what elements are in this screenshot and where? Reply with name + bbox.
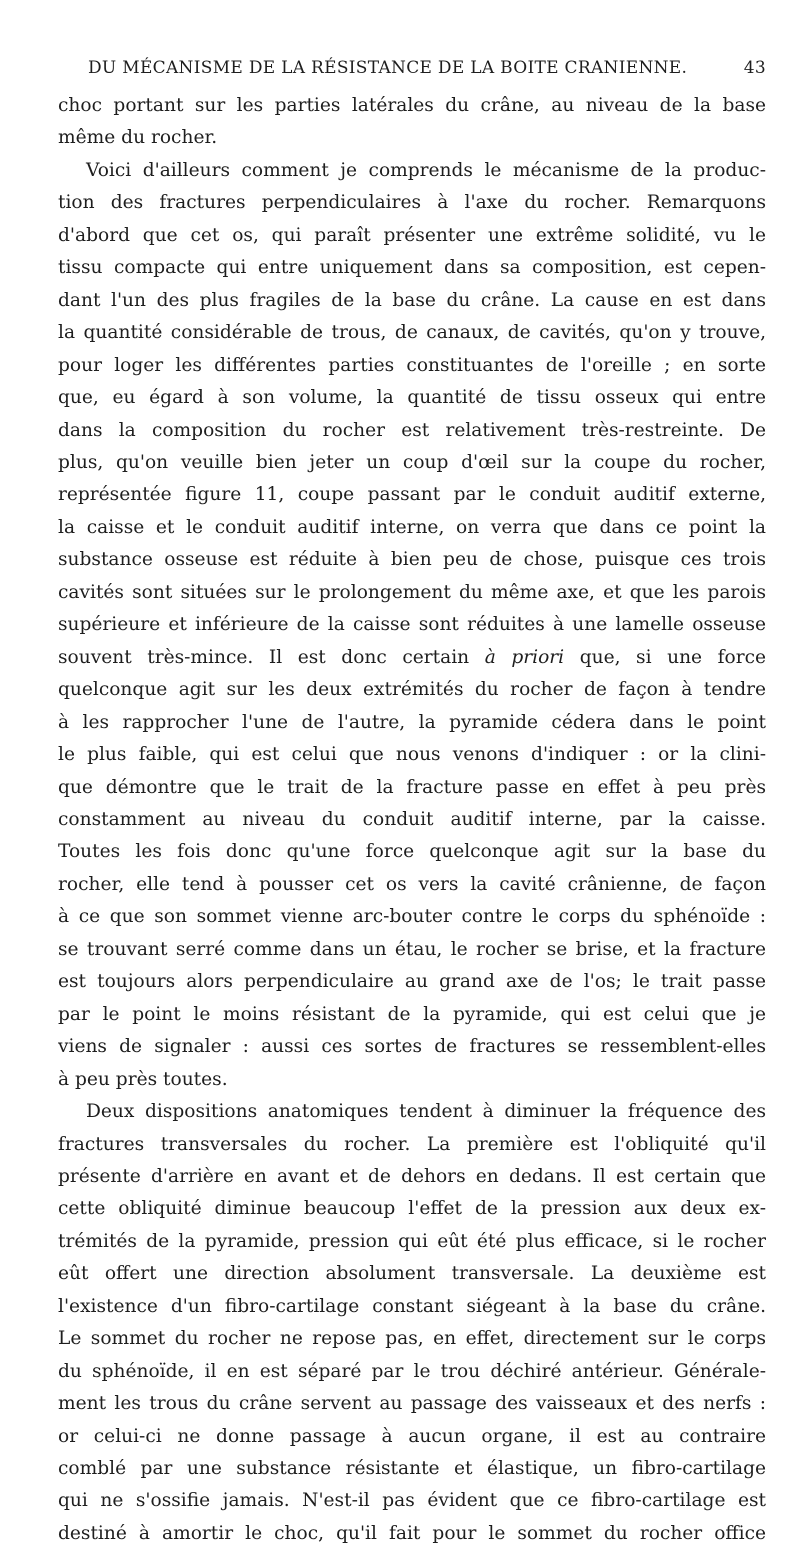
paragraph [58, 90, 766, 155]
book-page [58, 58, 766, 1550]
text-line: Deux dispositions anatomiques tendent à diminuer la fréquence des [86, 1101, 766, 1123]
text-line: rocher, elle tend à pousser cet os vers la cavité crânienne, de façon [58, 873, 766, 895]
text-line: souvent très-mince. Il est donc certain à priori que, si une force [58, 646, 766, 668]
text-line: par le point le moins résistant de la pyramide, qui est celui que je [58, 1003, 766, 1025]
paragraph [58, 1096, 766, 1550]
text-line: eût offert une direction absolument transversale. La deuxième est [58, 1263, 766, 1285]
text-line: or celui-ci ne donne passage à aucun organe, il est au contraire [58, 1425, 766, 1447]
running-head [88, 58, 766, 84]
paragraph [58, 155, 766, 1096]
text-line: Toutes les fois donc qu'une force quelconque agit sur la base du [58, 841, 766, 863]
text-line: cavités sont situées sur le prolongement du même axe, et que les parois [58, 581, 766, 603]
text-line: trémités de la pyramide, pression qui eût été plus efficace, si le rocher [58, 1230, 766, 1252]
text-line: cette obliquité diminue beaucoup l'effet de la pression aux deux ex- [58, 1198, 766, 1220]
text-line: se trouvant serré comme dans un étau, le rocher se brise, et la fracture [58, 938, 766, 960]
text-line: supérieure et inférieure de la caisse sont réduites à une lamelle osseuse [58, 614, 766, 636]
text-line: destiné à amortir le choc, qu'il fait pour le sommet du rocher office [58, 1522, 766, 1544]
text-line: Voici d'ailleurs comment je comprends le mécanisme de la produc- [86, 159, 766, 181]
text-line: à ce que son sommet vienne arc-bouter contre le corps du sphénoïde : [58, 906, 766, 928]
text-line: tissu compacte qui entre uniquement dans sa composition, est cepen- [58, 257, 766, 279]
text-line: même du rocher. [58, 127, 218, 149]
text-line: Le sommet du rocher ne repose pas, en effet, directement sur le corps [58, 1328, 766, 1350]
text-line: ment les trous du crâne servent au passage des vaisseaux et des nerfs : [58, 1393, 766, 1415]
text-line: tion des fractures perpendiculaires à l'axe du rocher. Remarquons [58, 192, 766, 214]
text-line: fractures transversales du rocher. La première est l'obliquité qu'il [58, 1133, 766, 1155]
text-line: à peu près toutes. [58, 1068, 228, 1090]
running-head-title: DU MÉCANISME DE LA RÉSISTANCE DE LA BOITE CRANIENNE. [88, 58, 688, 78]
text-line: que, eu égard à son volume, la quantité de tissu osseux qui entre [58, 387, 766, 409]
text-line: la caisse et le conduit auditif interne, on verra que dans ce point la [58, 516, 766, 538]
text-line: pour loger les différentes parties constituantes de l'oreille ; en sorte [58, 354, 766, 376]
text-line: constamment au niveau du conduit auditif interne, par la caisse. [58, 808, 766, 830]
body-text [58, 90, 766, 1550]
text-line: dans la composition du rocher est relativement très-restreinte. De [58, 419, 766, 441]
text-line: choc portant sur les parties latérales du crâne, au niveau de la base [58, 95, 766, 116]
text-line: la quantité considérable de trous, de canaux, de cavités, qu'on y trouve, [58, 322, 766, 344]
page-number: 43 [743, 58, 766, 78]
text-line: plus, qu'on veuille bien jeter un coup d'œil sur la coupe du rocher, [58, 451, 766, 473]
text-line: le plus faible, qui est celui que nous venons d'indiquer : or la clini- [58, 744, 766, 766]
text-line: à les rapprocher l'une de l'autre, la pyramide cédera dans le point [58, 711, 766, 733]
text-line: représentée figure 11, coupe passant par le conduit auditif externe, [58, 484, 766, 506]
text-line: présente d'arrière en avant et de dehors en dedans. Il est certain que [58, 1165, 766, 1187]
text-line: substance osseuse est réduite à bien peu de chose, puisque ces trois [58, 549, 766, 571]
text-line: du sphénoïde, il en est séparé par le trou déchiré antérieur. Générale- [58, 1360, 766, 1382]
text-line: comblé par une substance résistante et élastique, un fibro-cartilage [58, 1458, 766, 1480]
text-line: viens de signaler : aussi ces sortes de fractures se ressemblent-elles [58, 1036, 766, 1058]
text-line: quelconque agit sur les deux extrémités du rocher de façon à tendre [58, 679, 766, 701]
text-line: est toujours alors perpendiculaire au grand axe de l'os; le trait passe [58, 971, 766, 993]
text-line: qui ne s'ossifie jamais. N'est-il pas évident que ce fibro-cartilage est [58, 1490, 766, 1512]
text-line: d'abord que cet os, qui paraît présenter une extrême solidité, vu le [58, 224, 766, 246]
text-line: que démontre que le trait de la fracture passe en effet à peu près [58, 776, 766, 798]
text-line: l'existence d'un fibro-cartilage constant siégeant à la base du crâne. [58, 1295, 766, 1317]
text-line: dant l'un des plus fragiles de la base du crâne. La cause en est dans [58, 289, 766, 311]
